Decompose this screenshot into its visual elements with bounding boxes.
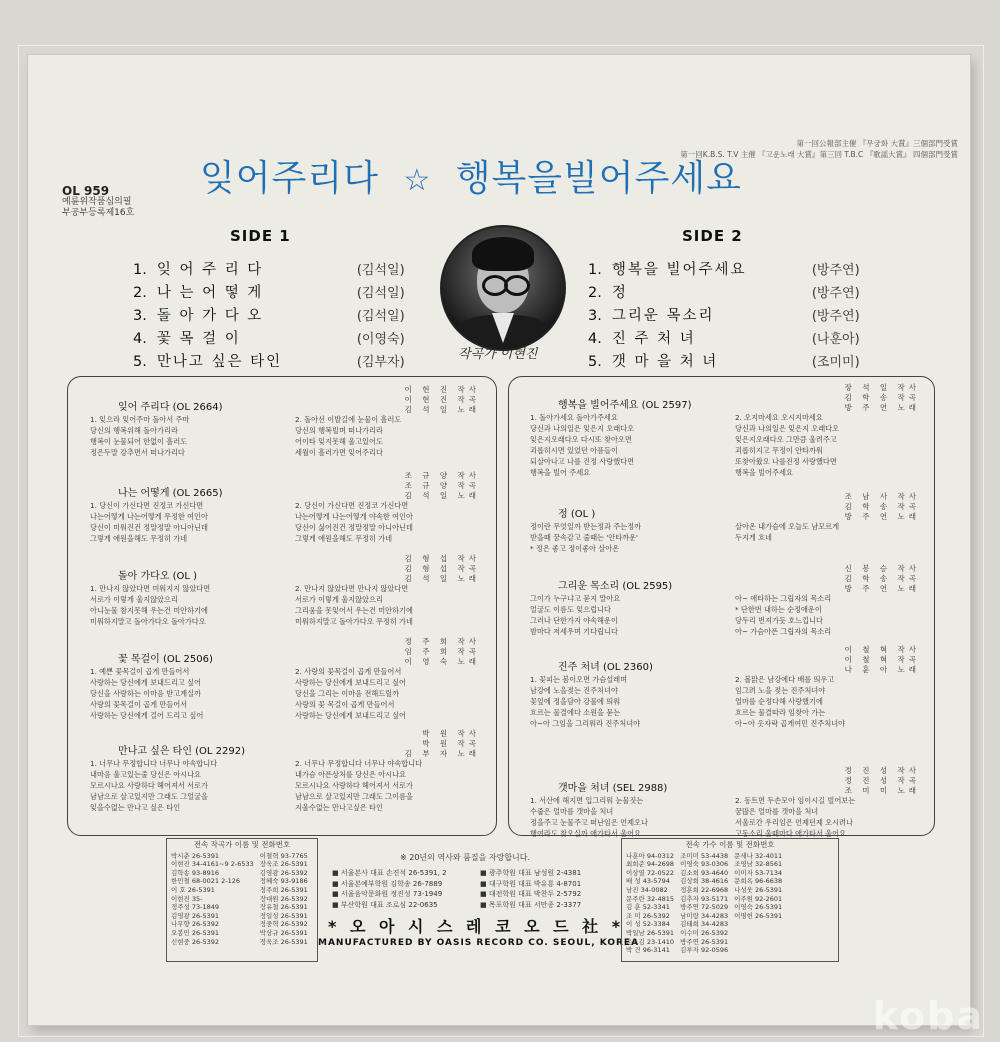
track-row: [588, 304, 860, 325]
credit-line: 방 주 연 노래: [844, 584, 920, 593]
track-artist: (조미미): [811, 355, 860, 370]
credit-line: 조 남 사 작사: [844, 492, 920, 501]
credit-line: 김 형 섭 작곡: [404, 564, 480, 573]
singer-directory: [621, 838, 839, 962]
verse-2: [735, 795, 855, 839]
track-row: [133, 304, 405, 325]
track-artist: (김석일): [356, 286, 405, 301]
verse-2: [295, 666, 406, 721]
lyric-line: 모르시나요 사랑하다 헤어져서 서로가: [295, 781, 413, 790]
lyric-line: 당신이 싫어진건 정말정말 아니아닌데: [295, 523, 413, 532]
credit-line: 방 주 연 노래: [844, 512, 920, 521]
directory-heading: 전속 작곡가 이름 및 전화번호: [193, 840, 291, 849]
song-credits: [320, 729, 480, 759]
song-credits: [760, 383, 920, 413]
lyric-line: 사랑의 꽃 목걸이 곱게 만들어서: [295, 700, 395, 709]
lyric-line: 사랑하는 당신에게 보내드리고 싶어: [295, 711, 407, 720]
lyric-line: 2. 만나지 않았다면 만나지 않았다면: [295, 584, 409, 593]
song-title: 정 (OL ): [558, 509, 596, 520]
lyric-line: 어이타 잊지못해 울고있어도: [295, 437, 383, 446]
verse-1: [90, 414, 189, 458]
lyric-line: 정을주고 눈물주고 떠난임은 언제오나: [530, 818, 648, 827]
song-title: 행복을 빌어주세요 (OL 2597): [558, 400, 692, 411]
credit-line: 김 석 일 노래: [404, 491, 480, 500]
track-number: 4.: [588, 331, 602, 347]
lyric-line: 되살아나고 나를 진정 사랑했다면: [530, 457, 635, 466]
glasses-right-icon: [504, 275, 530, 296]
branch-line: ■ 서울음악문화원 정진성 73-1949: [332, 890, 443, 898]
verse-2: [295, 500, 413, 544]
song-credits: [760, 645, 920, 675]
track-title: 갯 마 을 처 녀: [611, 354, 719, 370]
lyric-line: 1. 만나지 않았다면 미워지지 않았다면: [90, 584, 211, 593]
catalog-line: 예륜위작품심의필: [62, 197, 132, 207]
verse-1: [90, 500, 208, 544]
lyric-line: 아~아 옷자락 곱게여민 진주처녀야: [735, 719, 846, 728]
lyric-line: 내마음 울고있는줄 당신은 아시나요: [90, 770, 202, 779]
artist-portrait: [440, 225, 566, 351]
track-artist: (이영숙): [356, 332, 405, 347]
credit-line: 이 철 혁 작곡: [844, 655, 920, 664]
track-artist: (방주연): [811, 286, 860, 301]
track-number: 1.: [133, 262, 147, 278]
branch-line: ■ 서울본사 대표 손진석 26-5391, 2: [332, 869, 447, 877]
track-number: 2.: [588, 285, 602, 301]
credit-line: 이 현 진 작사: [404, 385, 480, 394]
title-left: 잊어주리다: [200, 158, 379, 199]
directory-column: 나훈아 94-0312 최희준 94-2698 이상열 72-0522 배 성 43-5794 남진 34-0082 문주란 32-4815 김 훈 52-3341 조 미 26-5392 이 성 52-3384 박일남 26-5391 은드김 23-1410 박 건 96-3141: [626, 851, 675, 955]
lyric-line: 행여라도 찾오실까 애가타서 울어요: [530, 829, 642, 838]
lyric-line: 꿈많은 얼마를 갯마을 처녀: [735, 807, 819, 816]
lyric-line: 당신과 나의일은 잊은지 오래다오: [530, 424, 635, 433]
lyric-line: 2. 오지마세요 오시지마세요: [735, 413, 823, 422]
lyric-line: 괴롭히시면 있었던 아픔들이: [530, 446, 618, 455]
verse-1: [530, 521, 641, 554]
lyric-line: 그러나 단한가지 야속해운이: [530, 616, 618, 625]
lyric-line: 서울로간 우리임은 언제던제 오시려나: [735, 818, 853, 827]
catalog-info: [62, 186, 134, 219]
lyric-line: 흐르는 물결따라 임찾아 가는: [735, 708, 826, 717]
branch-list-right: [480, 868, 581, 910]
verse-1: [530, 674, 640, 729]
verse-2: [735, 412, 839, 478]
verse-2: [735, 674, 845, 729]
credit-line: 임 주 희 작곡: [404, 647, 480, 656]
song-title: 진주 처녀 (OL 2360): [558, 662, 653, 673]
award-line: 第一回公報部主催 『무궁화 大賞』三個部門受賞: [796, 139, 958, 148]
lyric-line: 정이란 무엇일까 받는정과 주는정까: [530, 522, 642, 531]
lyric-line: 당신과 나의일은 잊은지 오래다오: [735, 424, 840, 433]
side2-label: SIDE 2: [682, 227, 743, 245]
track-row: [588, 327, 860, 348]
credit-line: 나 훈 아 노래: [844, 665, 920, 674]
credit-line: 박 원 작곡: [422, 739, 480, 748]
lyric-line: 세월이 흘러가면 잊어주리다: [295, 448, 383, 457]
award-line: 第一回K.B.S. T.V 主催 『고운노래 大賞』第三回 T.B.C 『歌謡大賞』 四個部門受賞: [680, 150, 958, 159]
directory-column: 이철혁 93-7765 장욱조 26-5391 김영광 26-5392 정혜숙 93-9186 정주희 26-5391 장대원 26-5392 장유철 26-5391 정일성 26-5391 정중혁 26-5392 박상규 26-5391 정욱조 26-5391: [259, 851, 308, 946]
credit-line: 정 주 희 작사: [404, 637, 480, 646]
track-row: [133, 327, 405, 348]
directory-column: 문세나 32-4011 조영남 32-8561 이미자 53-7134 문희옥 96-6638 나성웃 26-5391 이주원 92-2601 이영숙 26-5391 이명헌 26-5391: [734, 851, 783, 920]
lyric-line: * 정은 좋고 정이좋아 살아온: [530, 544, 620, 553]
lyric-line: 그리움을 못잊어서 우는건 미안하기에: [295, 606, 413, 615]
track-title: 만나고 싶은 타인: [156, 354, 283, 370]
lyric-line: 아~ 가슴아픈 그립자의 목소리: [735, 627, 832, 636]
credit-line: 김 석 일 노래: [404, 405, 480, 414]
credit-line: 조 규 양 작사: [404, 471, 480, 480]
song-title: 그리운 목소리 (OL 2595): [558, 581, 673, 592]
credit-line: 정 진 성 작곡: [844, 776, 920, 785]
lyric-line: 나는어떻게 나는어떻게 야속한 여인아: [295, 512, 413, 521]
lyric-line: 아~ 애타하는 그립자의 목소리: [735, 594, 832, 603]
lyric-line: 두지게 흐네: [735, 533, 773, 542]
lyric-line: 그렇게 애원을해도 무정히 가네: [295, 534, 393, 543]
track-title: 꽃 목 걸 이: [156, 331, 241, 347]
lyric-line: 또찾아왔오 나를진정 사랑했다면: [735, 457, 837, 466]
credit-line: 이 현 진 작곡: [404, 395, 480, 404]
title-right: 행복을빌어주세요: [455, 158, 742, 199]
credit-line: 이 영 숙 노래: [404, 657, 480, 666]
lyric-line: 당신의 행복빌며 떠나가리라: [295, 426, 383, 435]
credit-line: 김 형 섭 작사: [404, 554, 480, 563]
branch-line: ■ 대구학원 대표 박유룡 4-8701: [480, 879, 582, 888]
credit-line: 김 학 송 작곡: [844, 393, 920, 402]
composer-directory: [166, 838, 318, 962]
track-number: 3.: [133, 308, 147, 324]
credit-line: 신 봉 승 작사: [844, 564, 920, 573]
verse-2: [295, 414, 401, 458]
lyric-line: 당신이 미워진건 정말정말 아니아닌데: [90, 523, 208, 532]
track-artist: (방주연): [811, 309, 860, 324]
song-credits: [320, 471, 480, 501]
track-row: [588, 258, 860, 279]
lyric-line: 괴롭히지고 무정이 안타까워: [735, 446, 823, 455]
lyric-line: 정은두말 강추면서 떠나가리다: [90, 448, 185, 457]
directory-column: 조미미 53-4438 이영숙 93-0306 김소희 93-4640 김상희 38-4616 정훈희 22-6968 김추자 93-5171 방주연 72-5029 남미랑 34-4283 김태희 34-4283 이수미 26-5392 방주연 26-5391 김부자 92-0596: [680, 851, 729, 955]
track-number: 5.: [588, 354, 602, 370]
track-number: 1.: [588, 262, 602, 278]
lyric-line: 지울수없는 만나고싶은 타인: [295, 803, 383, 812]
track-number: 3.: [588, 308, 602, 324]
lyric-line: 임그려 노을 젖는 진주처녀야: [735, 686, 826, 695]
track-artist: (김부자): [356, 355, 405, 370]
catalog-number: OL 959: [62, 184, 110, 198]
branch-line: ■ 부산학원 대표 조로심 22-0635: [332, 900, 438, 909]
track-artist: (나훈아): [811, 332, 860, 347]
company-name: * 오 아 시 스 레 코 오 드 社 *: [328, 917, 625, 936]
lyric-line: 나는어떻게 나는어떻게 무정한 여인아: [90, 512, 208, 521]
track-row: [588, 350, 860, 371]
track-title: 행복을 빌어주세요: [611, 262, 747, 278]
verse-1: [530, 412, 634, 478]
song-title: 만나고 싶은 타인 (OL 2292): [118, 746, 246, 757]
lyric-line: 얼굴도 이름도 잊으럽니다: [530, 605, 611, 614]
lyric-line: 아~아 그임을 그리워라 진주처녀야: [530, 719, 641, 728]
lyric-line: 1. 예쁜 꽃목걸이 곱게 만들어서: [90, 667, 190, 676]
song-title: 돌아 가다오 (OL ): [118, 571, 198, 582]
album-title: [200, 150, 742, 201]
lyric-line: 잊은지오래다오 다시또 찾아오면: [530, 435, 632, 444]
song-title: 갯마을 처녀 (SEL 2988): [558, 783, 668, 794]
lyric-line: 잊을수없는 만나고 싶은 타인: [90, 803, 181, 812]
lyric-line: 잊은지오래다오 그만큼 울려주고: [735, 435, 837, 444]
lyric-line: 수줍은 얼마를 갯마을 처녀: [530, 807, 614, 816]
branch-line: ■ 서울본예부학원 김학송 26-7889: [332, 879, 443, 888]
credit-line: 조 규 양 작곡: [404, 481, 480, 490]
song-credits: [760, 766, 920, 796]
lyric-line: 살아온 내가슴에 오늘도 남모르게: [735, 522, 840, 531]
credit-line: 방 주 연 노래: [844, 403, 920, 412]
lyric-line: 1. 너무나 무정합니다 너무나 야속합니다: [90, 759, 218, 768]
lyric-line: 남남으로 살고있지만 그래도 그얼굴을: [90, 792, 208, 801]
lyric-line: 당신의 행복위해 돌아가리라: [90, 426, 178, 435]
song-credits: [320, 385, 480, 415]
directory-heading: 전속 가수 이름 및 전화번호: [685, 840, 775, 849]
verse-1: [90, 666, 203, 721]
track-row: [133, 350, 405, 371]
lyric-line: 남강에 노을젖는 진주처녀야: [530, 686, 618, 695]
lyric-line: 사랑하는 당신에게 보내드리고 싶어: [295, 678, 407, 687]
credit-line: 김 학 송 작곡: [844, 502, 920, 511]
portrait-hair: [472, 237, 534, 271]
song-credits: [760, 492, 920, 522]
composer-signature: 작곡가 이현진: [458, 347, 538, 362]
verse-1: [530, 795, 648, 839]
credit-line: 김 학 송 작곡: [844, 574, 920, 583]
lyric-line: 사랑하는 당신에게 보내드리고 싶어: [90, 678, 202, 687]
track-title: 그리운 목소리: [611, 308, 715, 324]
lyric-line: 얼마를 순정다해 사랑했기에: [735, 697, 823, 706]
credit-line: 조 미 미 노래: [844, 786, 920, 795]
lyric-line: 미워하지말고 돌아가다오 돌아가다오: [90, 617, 206, 626]
lyric-line: 고동소리 울때마다 애가타서 울어요: [735, 829, 847, 838]
credit-line: 장 석 일 작사: [844, 383, 920, 392]
verse-2: [295, 758, 422, 813]
credit-line: 김 석 일 노래: [404, 574, 480, 583]
lyric-line: 1. 당신이 가신다면 진정코 가신다면: [90, 501, 204, 510]
track-number: 5.: [133, 354, 147, 370]
lyric-line: 꽃잎에 정을담아 강물에 띄워: [530, 697, 621, 706]
credit-line: 박 원 작사: [422, 729, 480, 738]
credit-line: 이 철 혁 작사: [844, 645, 920, 654]
lyric-line: 흐르는 물결에다 소원을 묻는: [530, 708, 621, 717]
lyric-line: 남남으로 살고있지만 그래도 그이름을: [295, 792, 413, 801]
lyric-line: 당두리 번져가듯 호느낍니다: [735, 616, 823, 625]
track-number: 2.: [133, 285, 147, 301]
branch-line: ■ 광주학원 대표 남성원 2-4381: [480, 869, 582, 877]
lyric-line: 2. 당신이 가신다면 진정코 가신다면: [295, 501, 409, 510]
song-title: 꽃 목걸이 (OL 2506): [118, 654, 213, 665]
watermark-logo: koba: [872, 994, 984, 1038]
directory-column: 박시춘 26-5391 이현진 34-4161~9 2-6533 김학송 93-8916 한민철 68-0021 2-126 이 호 26-5391 이현진 35- 정주성 73-1849 김영광 26-5391 나무향 26-5392 오봉민 26-5391 신현중 26-5392: [171, 851, 254, 946]
lyric-line: 당신을 그리는 이마음 전해드릴까: [295, 689, 400, 698]
verse-1: [90, 758, 217, 813]
verse-1: [90, 583, 210, 627]
song-title: 잊어 주리다 (OL 2664): [118, 402, 223, 413]
catalog-line: 부공부등록제16호: [62, 208, 135, 218]
lyric-line: 서로가 이렇게 울지않았으리: [295, 595, 383, 604]
verse-2: [295, 583, 413, 627]
track-title: 나 는 어 떻 게: [156, 285, 264, 301]
lyric-line: 당신을 사랑하는 이마음 받고계실까: [90, 689, 202, 698]
lyric-line: 밤마다 저세우며 기다립니다: [530, 627, 618, 636]
lyric-line: 받을때 꿈속같고 줄때는 '안타까운': [530, 533, 639, 542]
lyric-line: 행복이 눈물되어 한없이 흘러도: [90, 437, 188, 446]
lyric-line: 행복을 빌어 주세요: [530, 468, 591, 477]
track-number: 4.: [133, 331, 147, 347]
song-title: 나는 어떻게 (OL 2665): [118, 488, 223, 499]
branch-list-left: [332, 868, 447, 910]
lyric-line: 미워하지말고 돌아가다오 무정히 가네: [295, 617, 413, 626]
track-artist: (김석일): [356, 309, 405, 324]
song-credits: [760, 564, 920, 594]
track-title: 진 주 처 녀: [611, 331, 696, 347]
lyric-line: 2. 사랑의 꽃목걸이 곱게 만들어서: [295, 667, 402, 676]
lyric-line: 2. 동트면 두손모아 임이시길 빌어보는: [735, 796, 856, 805]
history-note: ※ 20년의 역사와 품질을 자랑합니다.: [400, 853, 531, 862]
branch-line: ■ 목포학원 대표 서만종 2-3377: [480, 900, 582, 909]
lyric-line: 아니눈물 참지못해 우는건 미안하기에: [90, 606, 208, 615]
lyric-line: 그이가 누구냐고 묻지 말아요: [530, 594, 621, 603]
lyric-line: 2. 볼맑은 남강에다 배를 띄우고: [735, 675, 835, 684]
song-credits: [320, 554, 480, 584]
lyric-line: 2. 너무나 무정합니다 너무나 야속합니다: [295, 759, 423, 768]
side1-label: SIDE 1: [230, 227, 291, 245]
lyric-line: 1. 돌아가세요 돌아가주세요: [530, 413, 618, 422]
lyric-line: 2. 돌아선 이발길에 눈물이 흘러도: [295, 415, 402, 424]
track-title: 돌 아 가 다 오: [156, 308, 264, 324]
lyric-line: 모르시나요 사랑하다 헤어져서 서로가: [90, 781, 208, 790]
branch-line: ■ 대전학원 대표 박찬두 2-5792: [480, 890, 582, 898]
track-title: 정: [611, 285, 628, 301]
lyric-line: 그렇게 애원을해도 무정히 가네: [90, 534, 188, 543]
track-row: [588, 281, 860, 302]
track-artist: (김석일): [356, 263, 405, 278]
track-row: [133, 258, 405, 279]
credit-line: 정 진 성 작사: [844, 766, 920, 775]
lyric-line: 서로가 이렇게 울지않았으리: [90, 595, 178, 604]
lyric-line: 1. 잊으라 잊어주마 돌아서 주마: [90, 415, 190, 424]
track-artist: (방주연): [811, 263, 860, 278]
lyric-line: 사랑의 꽃목걸이 곱게 만들어서: [90, 700, 188, 709]
lyric-line: 사랑하는 당신에게 걸어 드리고 싶어: [90, 711, 204, 720]
track-row: [133, 281, 405, 302]
verse-2: [735, 593, 831, 637]
lyric-line: 내가슴 아픈상처를 당신은 아시나요: [295, 770, 407, 779]
song-credits: [320, 637, 480, 667]
lyric-line: 1. 서산에 해지면 입그리워 눈물짓는: [530, 796, 644, 805]
lyric-line: * 단한번 내하는 순정애운이: [735, 605, 822, 614]
lyric-line: 1. 꽃피는 봄이오면 가슴설레며: [530, 675, 628, 684]
star-icon: ☆: [403, 163, 432, 198]
verse-2: [735, 521, 839, 543]
credit-line: 김 부 자 노래: [404, 749, 480, 758]
manufacturer-line: MANUFACTURED BY OASIS RECORD CO. SEOUL, KOREA: [318, 938, 640, 948]
lyric-line: 행복을 빌어주세요: [735, 468, 793, 477]
verse-1: [530, 593, 620, 637]
track-title: 잊 어 주 리 다: [156, 262, 264, 278]
